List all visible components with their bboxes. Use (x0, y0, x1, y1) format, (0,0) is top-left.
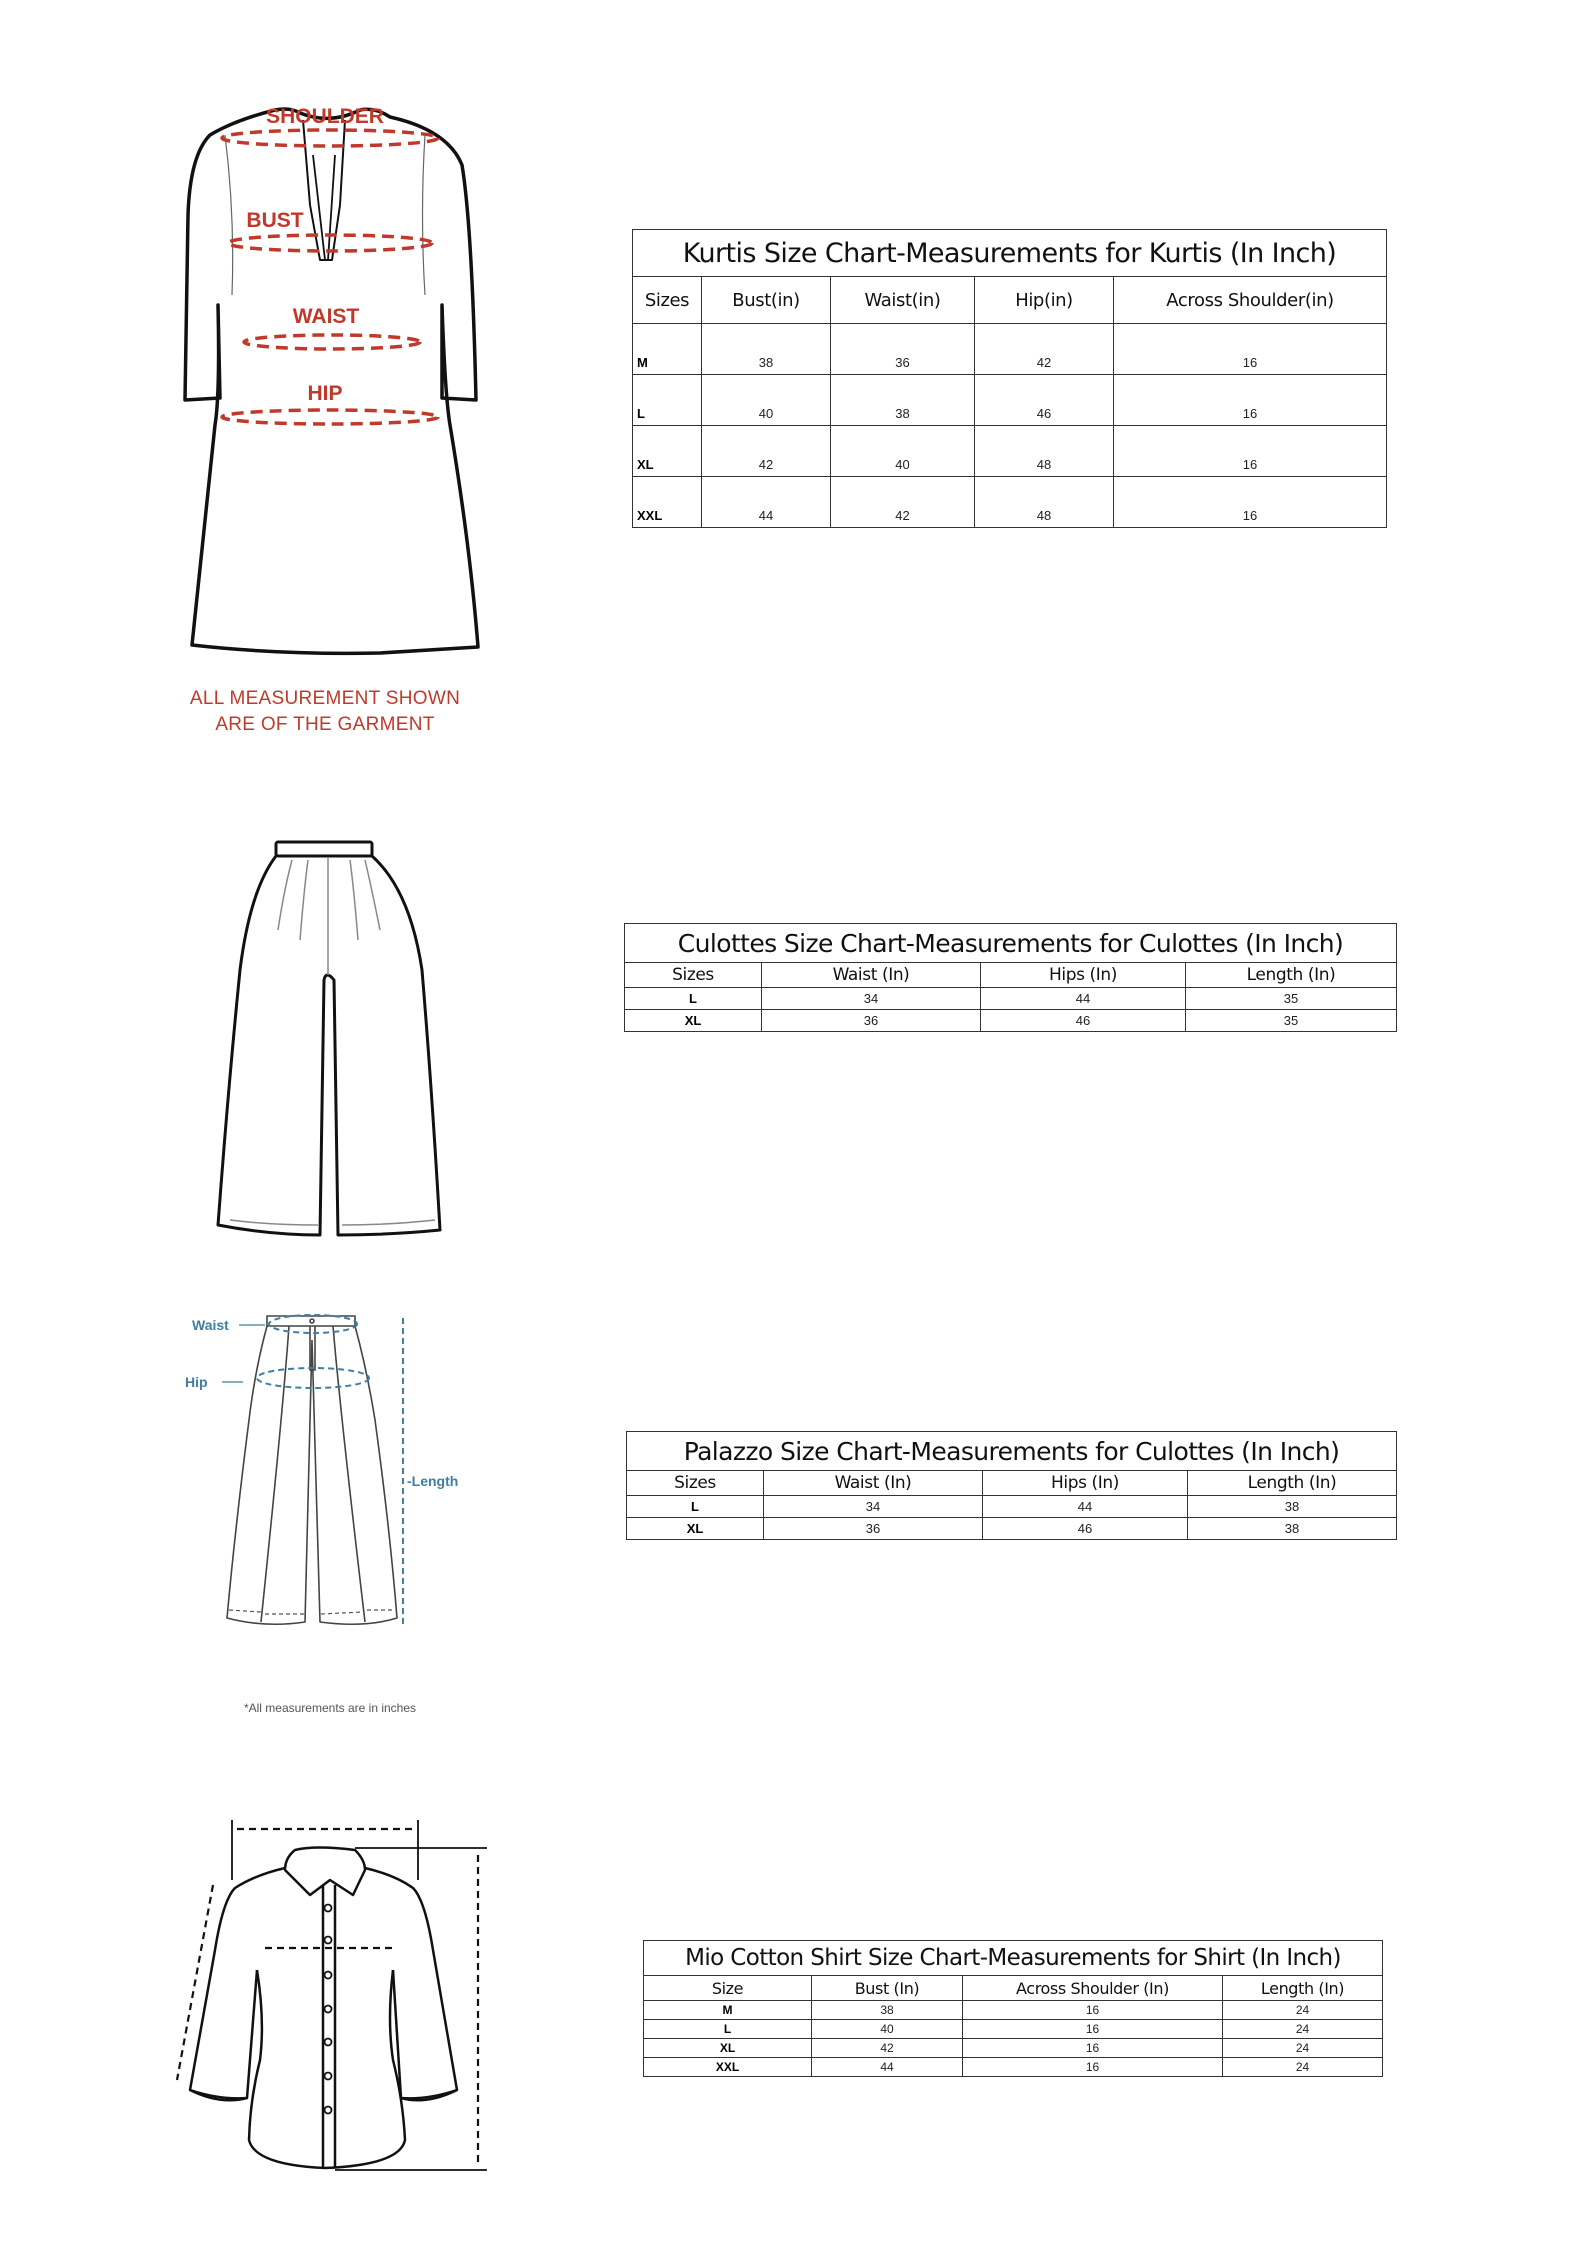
column-header: Sizes (633, 277, 702, 324)
column-header: Sizes (627, 1471, 764, 1496)
value-cell: 16 (1114, 375, 1387, 426)
column-header: Length (In) (1223, 1976, 1383, 2001)
size-cell: XXL (644, 2058, 812, 2077)
table-row (644, 2020, 1383, 2039)
table-header-row (625, 963, 1397, 988)
value-cell: 16 (1114, 426, 1387, 477)
value-cell: 44 (983, 1496, 1188, 1518)
table-header-row (644, 1976, 1383, 2001)
value-cell: 24 (1223, 2001, 1383, 2020)
shirt-drawing (165, 1820, 505, 2190)
column-header: Waist (In) (762, 963, 981, 988)
length-label: -Length (407, 1473, 459, 1489)
hip-label: HIP (307, 382, 343, 405)
value-cell: 42 (702, 426, 831, 477)
shoulder-measure-line (222, 130, 438, 146)
column-header: Length (In) (1188, 1471, 1397, 1496)
inches-note: *All measurements are in inches (243, 1701, 417, 1715)
value-cell: 38 (1188, 1496, 1397, 1518)
table-title: Palazzo Size Chart-Measurements for Culottes (In Inch) (627, 1432, 1397, 1471)
value-cell: 48 (975, 477, 1114, 528)
table-row (644, 2058, 1383, 2077)
size-cell: L (627, 1496, 764, 1518)
value-cell: 40 (812, 2020, 963, 2039)
culottes-size-table (624, 923, 1397, 1032)
value-cell: 36 (762, 1010, 981, 1032)
value-cell: 16 (1114, 477, 1387, 528)
value-cell: 44 (812, 2058, 963, 2077)
table-header-row (627, 1471, 1397, 1496)
size-cell: XL (644, 2039, 812, 2058)
size-cell: XL (633, 426, 702, 477)
table-title: Culottes Size Chart-Measurements for Culottes (In Inch) (625, 924, 1397, 963)
column-header: Hips (In) (983, 1471, 1188, 1496)
culottes-drawing (210, 830, 450, 1240)
value-cell: 44 (702, 477, 831, 528)
size-cell: XL (625, 1010, 762, 1032)
value-cell: 42 (812, 2039, 963, 2058)
table-title: Mio Cotton Shirt Size Chart-Measurements for Shirt (In Inch) (644, 1941, 1383, 1976)
column-header: Bust(in) (702, 277, 831, 324)
value-cell: 40 (831, 426, 975, 477)
column-header: Waist(in) (831, 277, 975, 324)
kurtis-size-table (632, 229, 1387, 528)
table-header-row (633, 277, 1387, 324)
column-header: Across Shoulder(in) (1114, 277, 1387, 324)
palazzo-size-table (626, 1431, 1397, 1540)
column-header: Sizes (625, 963, 762, 988)
value-cell: 38 (831, 375, 975, 426)
column-header: Waist (In) (764, 1471, 983, 1496)
column-header: Size (644, 1976, 812, 2001)
size-cell: XXL (633, 477, 702, 528)
table-row (633, 426, 1387, 477)
table-row (633, 375, 1387, 426)
value-cell: 16 (1114, 324, 1387, 375)
size-cell: M (633, 324, 702, 375)
note-line-2: ARE OF THE GARMENT (215, 714, 435, 735)
value-cell: 36 (764, 1518, 983, 1540)
table-row (644, 2001, 1383, 2020)
column-header: Length (In) (1186, 963, 1397, 988)
value-cell: 48 (975, 426, 1114, 477)
value-cell: 42 (831, 477, 975, 528)
value-cell: 16 (963, 2020, 1223, 2039)
value-cell: 16 (963, 2001, 1223, 2020)
hip-label: Hip (185, 1374, 208, 1390)
value-cell: 38 (812, 2001, 963, 2020)
value-cell: 40 (702, 375, 831, 426)
value-cell: 34 (764, 1496, 983, 1518)
value-cell: 35 (1186, 1010, 1397, 1032)
table-row (633, 324, 1387, 375)
palazzo-illustration (185, 1310, 485, 1650)
culottes-illustration (210, 830, 450, 1240)
bust-label: BUST (246, 209, 304, 232)
value-cell: 38 (1188, 1518, 1397, 1540)
value-cell: 46 (983, 1518, 1188, 1540)
shoulder-label: SHOULDER (266, 105, 384, 128)
waist-label: WAIST (292, 305, 360, 328)
garment-measurement-note (170, 686, 480, 738)
waist-label: Waist (192, 1317, 229, 1333)
table-row (627, 1496, 1397, 1518)
size-cell: XL (627, 1518, 764, 1540)
size-cell: M (644, 2001, 812, 2020)
kurti-drawing (180, 95, 490, 675)
value-cell: 16 (963, 2039, 1223, 2058)
value-cell: 24 (1223, 2058, 1383, 2077)
note-line-1: ALL MEASUREMENT SHOWN (189, 688, 461, 709)
column-header: Bust (In) (812, 1976, 963, 2001)
value-cell: 36 (831, 324, 975, 375)
value-cell: 35 (1186, 988, 1397, 1010)
value-cell: 42 (975, 324, 1114, 375)
value-cell: 46 (975, 375, 1114, 426)
table-row (627, 1518, 1397, 1540)
table-row (625, 988, 1397, 1010)
value-cell: 38 (702, 324, 831, 375)
value-cell: 24 (1223, 2020, 1383, 2039)
value-cell: 34 (762, 988, 981, 1010)
table-title: Kurtis Size Chart-Measurements for Kurtis (In Inch) (633, 230, 1387, 277)
column-header: Hips (In) (981, 963, 1186, 988)
kurti-illustration (180, 95, 490, 675)
column-header: Across Shoulder (In) (963, 1976, 1223, 2001)
size-cell: L (625, 988, 762, 1010)
size-cell: L (644, 2020, 812, 2039)
table-row (644, 2039, 1383, 2058)
value-cell: 46 (981, 1010, 1186, 1032)
table-row (633, 477, 1387, 528)
value-cell: 24 (1223, 2039, 1383, 2058)
size-cell: L (633, 375, 702, 426)
shirt-illustration (165, 1820, 505, 2190)
palazzo-drawing (185, 1310, 485, 1650)
shirt-size-table (643, 1940, 1383, 2077)
table-row (625, 1010, 1397, 1032)
value-cell: 16 (963, 2058, 1223, 2077)
column-header: Hip(in) (975, 277, 1114, 324)
value-cell: 44 (981, 988, 1186, 1010)
